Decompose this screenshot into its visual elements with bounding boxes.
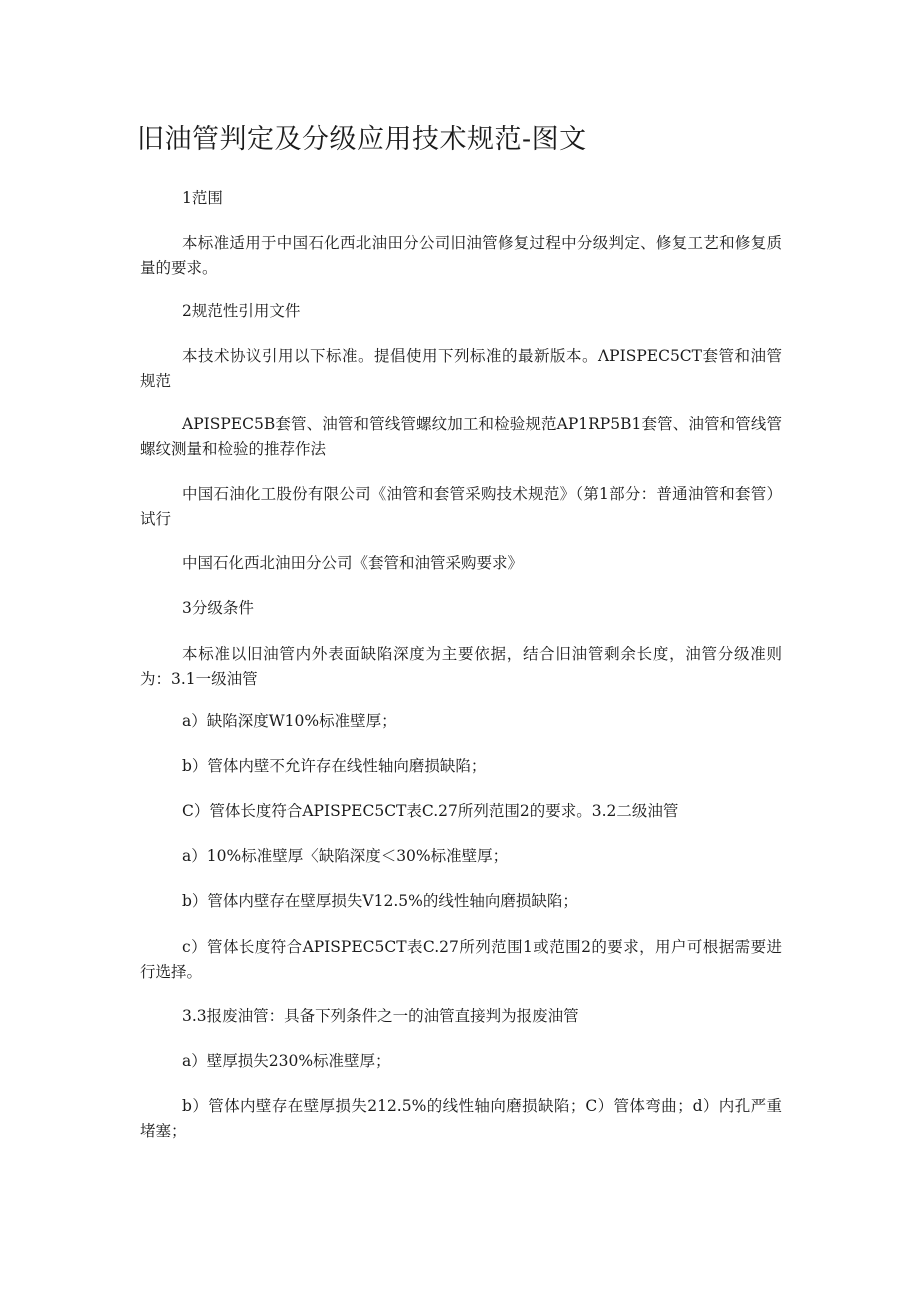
section-heading-references: 2规范性引用文件 [182,302,301,320]
paragraph-reference-api5b: APISPEC5B套管、油管和管线管螺纹加工和检验规范AP1RP5B1套管、油管和管线管螺纹测量和检验的推荐作法 [140,415,782,458]
paragraph-scope-text: 本标准适用于中国石化西北油田分公司旧油管修复过程中分级判定、修复工艺和修复质量的要求。 [140,234,782,277]
paragraph-grading-criteria: 本标准以旧油管内外表面缺陷深度为主要依据，结合旧油管剩余长度，油管分级准则为：3.1一级油管 [140,645,782,688]
list-item-grade2-a: a）10%标准壁厚〈缺陷深度＜30%标准壁厚； [182,847,509,865]
list-item-grade1-a: a）缺陷深度W10%标准壁厚； [182,712,397,730]
list-item-grade1-c: C）管体长度符合APISPEC5CT表C.27所列范围2的要求。3.2二级油管 [182,802,679,820]
list-item-grade1-b: b）管体内壁不允许存在线性轴向磨损缺陷； [182,757,487,775]
section-heading-grading: 3分级条件 [182,599,254,617]
paragraph-reference-sinopec: 中国石油化工股份有限公司《油管和套管采购技术规范》（第1部分：普通油管和套管）试行 [140,485,782,528]
section-heading-scope: 1范围 [182,189,223,207]
list-item-grade2-c: c）管体长度符合APISPEC5CT表C.27所列范围1或范围2的要求，用户可根据需要进行选择。 [140,938,782,981]
list-item-scrap-b: b）管体内壁存在壁厚损失212.5%的线性轴向磨损缺陷；C）管体弯曲；d）内孔严重堵塞； [140,1097,782,1140]
paragraph-reference-northwest: 中国石化西北油田分公司《套管和油管采购要求》 [182,554,524,572]
section-heading-scrap: 3.3报废油管：具备下列条件之一的油管直接判为报废油管 [182,1007,579,1025]
paragraph-references-intro: 本技术协议引用以下标准。提倡使用下列标准的最新版本。ΛPISPEC5CT套管和油管规范 [140,347,782,390]
list-item-scrap-a: a）壁厚损失230%标准壁厚； [182,1052,391,1070]
document-title: 旧油管判定及分级应用技术规范-图文 [137,124,587,155]
list-item-grade2-b: b）管体内壁存在壁厚损失V12.5%的线性轴向磨损缺陷； [182,892,578,910]
